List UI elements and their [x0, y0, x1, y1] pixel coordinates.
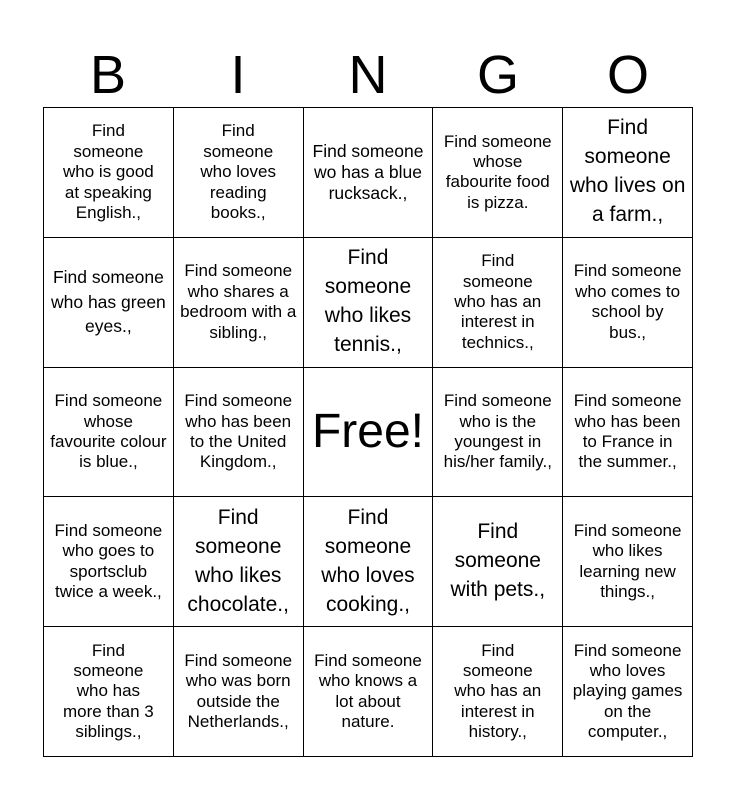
cell-text: Find someone who lives on a farm.,	[569, 116, 686, 227]
cell-text: Find someone who loves playing games on the computer.,	[572, 640, 683, 742]
cell-text: Find someone who was born outside the Netherlands.,	[184, 650, 293, 731]
bingo-free-cell[interactable]	[304, 368, 434, 498]
bingo-board	[43, 107, 693, 757]
cell-text: Find someone who likes chocolate.,	[187, 505, 289, 616]
header-letter-o: O	[606, 45, 649, 105]
bingo-cell-r3-c1[interactable]	[44, 368, 174, 498]
header-letter-b: B	[89, 45, 127, 105]
bingo-cell-r2-c1[interactable]	[44, 238, 174, 368]
cell-text: Find someone wo has a blue rucksack.,	[312, 140, 424, 203]
cell-text: Find someone who likes learning new things.,	[573, 521, 682, 602]
cell-text: Find someone who has more than 3 siblings.,	[63, 640, 154, 742]
bingo-cell-r4-c4[interactable]	[433, 497, 563, 627]
bingo-cell-r3-c4[interactable]	[433, 368, 563, 498]
cell-text: Find someone who goes to sportsclub twice a week.,	[54, 521, 163, 602]
header-letter-i: I	[230, 45, 246, 105]
bingo-cell-r4-c1[interactable]	[44, 497, 174, 627]
bingo-cell-r2-c2[interactable]	[174, 238, 304, 368]
bingo-header	[43, 42, 693, 108]
bingo-cell-r5-c4[interactable]	[433, 627, 563, 757]
bingo-cell-r4-c3[interactable]	[304, 497, 434, 627]
cell-text: Find someone who comes to school by bus.,	[573, 261, 682, 342]
bingo-cell-r5-c3[interactable]	[304, 627, 434, 757]
bingo-cell-r1-c2[interactable]	[174, 108, 304, 238]
bingo-cell-r1-c4[interactable]	[433, 108, 563, 238]
bingo-cell-r2-c4[interactable]	[433, 238, 563, 368]
bingo-cell-r2-c3[interactable]	[304, 238, 434, 368]
cell-text: Find someone who loves cooking.,	[321, 505, 415, 616]
cell-text: Find someone who likes tennis.,	[324, 246, 412, 357]
cell-text: Find someone who is the youngest in his/her family.,	[443, 391, 552, 472]
header-letter-n: N	[348, 45, 388, 105]
cell-text: Find someone who has been to France in the summer.,	[573, 391, 682, 472]
bingo-cell-r4-c5[interactable]	[563, 497, 693, 627]
bingo-cell-r4-c2[interactable]	[174, 497, 304, 627]
header-letter-g: G	[476, 45, 519, 105]
cell-text: Find someone with pets.,	[450, 520, 546, 602]
cell-text: Find someone who shares a bedroom with a sibling.,	[180, 261, 297, 342]
cell-text: Find someone who loves reading books.,	[200, 121, 276, 222]
cell-text: Find someone whose favourite colour is blue.,	[50, 391, 167, 472]
cell-text: Find someone who has green eyes.,	[50, 267, 166, 337]
bingo-cell-r1-c3[interactable]	[304, 108, 434, 238]
bingo-cell-r5-c5[interactable]	[563, 627, 693, 757]
cell-text: Find someone who has been to the United Kingdom.,	[184, 391, 293, 472]
cell-text: Find someone whose fabourite food is pizza.	[443, 131, 552, 212]
bingo-cell-r2-c5[interactable]	[563, 238, 693, 368]
cell-text: Find someone who has an interest in history.,	[454, 640, 542, 742]
cell-text: Find someone who knows a lot about nature.	[314, 650, 422, 731]
bingo-cell-r3-c5[interactable]	[563, 368, 693, 498]
bingo-cell-r3-c2[interactable]	[174, 368, 304, 498]
bingo-cell-r5-c1[interactable]	[44, 627, 174, 757]
cell-text: Find someone who is good at speaking English.,	[63, 121, 154, 222]
bingo-cell-r1-c1[interactable]	[44, 108, 174, 238]
bingo-cell-r5-c2[interactable]	[174, 627, 304, 757]
bingo-cell-r1-c5[interactable]	[563, 108, 693, 238]
cell-text: Find someone who has an interest in technics.,	[454, 251, 542, 352]
free-space-text: Free!	[311, 405, 424, 459]
